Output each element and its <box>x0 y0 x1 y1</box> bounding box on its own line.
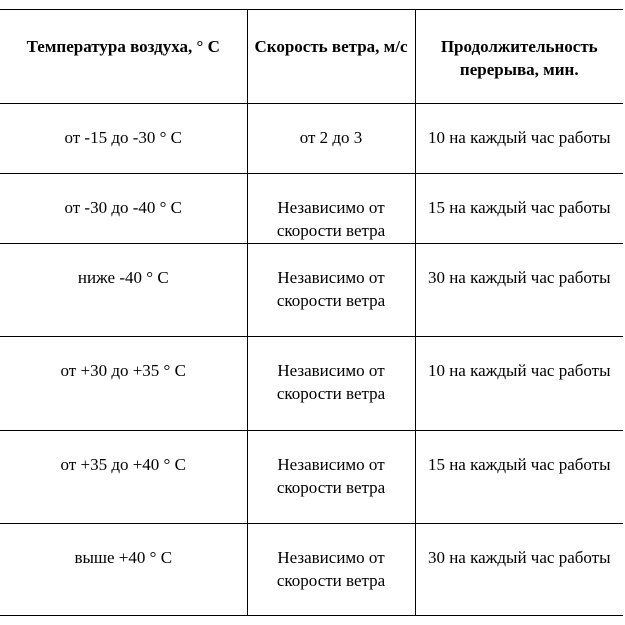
table-row <box>0 524 623 616</box>
cell-temperature: ниже -40 ° С <box>0 244 247 337</box>
cell-temperature: от +35 до +40 ° С <box>0 431 247 524</box>
header-break-duration: Продолжительность перерыва, мин. <box>415 10 623 104</box>
table-header-row <box>0 10 623 104</box>
cell-wind-speed: от 2 до 3 <box>247 104 415 174</box>
table-row <box>0 431 623 524</box>
cell-temperature: от -15 до -30 ° С <box>0 104 247 174</box>
cell-wind-speed: Независимо от скорости ветра <box>247 244 415 337</box>
header-temperature: Температура воздуха, ° С <box>0 10 247 104</box>
header-wind-speed: Скорость ветра, м/с <box>247 10 415 104</box>
table-row <box>0 244 623 337</box>
cell-wind-speed: Независимо от скорости ветра <box>247 431 415 524</box>
cell-temperature: от -30 до -40 ° С <box>0 174 247 244</box>
cell-break-duration: 15 на каждый час работы <box>415 174 623 244</box>
cell-wind-speed: Независимо от скорости ветра <box>247 524 415 616</box>
table-row <box>0 337 623 431</box>
cell-temperature: выше +40 ° С <box>0 524 247 616</box>
table-row <box>0 104 623 174</box>
cell-break-duration: 10 на каждый час работы <box>415 337 623 431</box>
cell-break-duration: 10 на каждый час работы <box>415 104 623 174</box>
break-duration-table <box>0 9 623 616</box>
cell-wind-speed: Независимо от скорости ветра <box>247 337 415 431</box>
cell-temperature: от +30 до +35 ° С <box>0 337 247 431</box>
table-row <box>0 174 623 244</box>
cell-break-duration: 15 на каждый час работы <box>415 431 623 524</box>
cell-break-duration: 30 на каждый час работы <box>415 244 623 337</box>
break-duration-table-container <box>0 9 623 616</box>
cell-wind-speed: Независимо от скорости ветра <box>247 174 415 244</box>
cell-break-duration: 30 на каждый час работы <box>415 524 623 616</box>
